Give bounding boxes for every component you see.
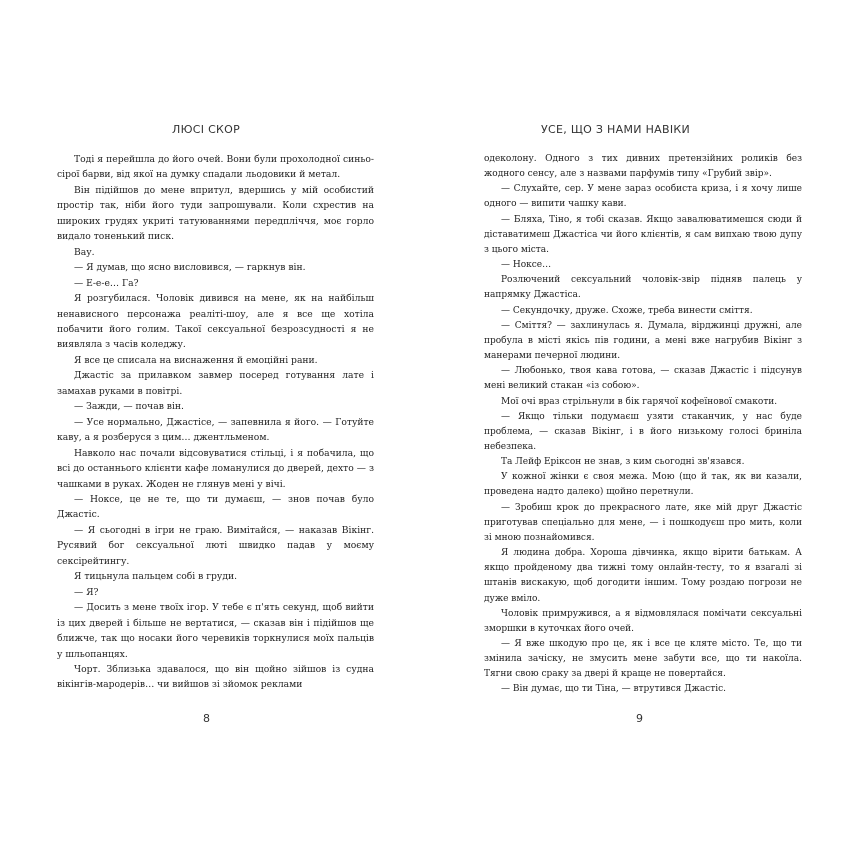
paragraph: Тоді я перейшла до його очей. Вони були прохолодної синьо-сірої барви, від якої на думку спадали льодовики й метал.: [57, 154, 374, 181]
paragraph: — Е-е-е… Га?: [74, 277, 139, 289]
paragraph: Чорт. Зблизька здавалося, що він щойно зійшов із судна вікінгів-мародерів… чи вийшов зі зйомок реклами: [57, 663, 374, 691]
paragraph: — Ноксе…: [501, 260, 552, 271]
paragraph: — Зробиш крок до прекрасного лате, яке мій друг Джастіс приготував спеціально для мене, — і пошкодуєш про мить, коли зі мною познайомився.: [484, 502, 802, 543]
paragraph: — Я думав, що ясно висловився, — гаркнув він.: [74, 262, 306, 274]
paragraph: Я все це списала на виснаження й емоційні рани.: [74, 354, 318, 366]
paragraph: — Зажди, — почав він.: [74, 401, 184, 413]
paragraph: Я тицьнула пальцем собі в груди.: [74, 571, 238, 583]
paragraph: — Ноксе, це не те, що ти думаєш, — знов почав було Джастіс.: [57, 493, 374, 521]
paragraph: Я розгубилася. Чоловік дивився на мене, як на найбільш ненависного персонажа реаліті-шоу, але я все ще хотіла побачити його голим. Такої сексуальної безрозсудності я не виявляла з часів коледжу.: [57, 293, 374, 351]
paragraph: Чоловік примружився, а я відмовлялася помічати сексуальні зморшки в куточках його очей.: [484, 608, 802, 634]
left-page-text: [57, 152, 374, 693]
paragraph: Навколо нас почали відсовуватися стільці, і я побачила, що всі до останнього клієнти кафе ломанулися до дверей, дехто — з чашками в руках. Жоден не глянув мені у вічі.: [57, 447, 374, 490]
paragraph: — Я?: [74, 586, 99, 598]
right-page-number: 9: [636, 712, 643, 725]
paragraph: — Сміття? — захлинулась я. Думала, вірджинці дружні, але пробула в місті якісь пів години, а мені вже нагрубив Вікінг з манерами печерної людини.: [484, 320, 802, 362]
paragraph: — Досить з мене твоїх ігор. У тебе є п'ять секунд, щоб вийти із цих дверей і більше не вертатися, — сказав він і підійшов ще ближче, так що носаки його черевиків торкнулися моїх пальців у шльопанцях.: [57, 602, 374, 660]
left-page-number: 8: [203, 712, 210, 725]
paragraph: — Секундочку, друже. Схоже, треба винести сміття.: [501, 305, 753, 316]
paragraph: — Слухайте, сер. У мене зараз особиста криза, і я хочу лише одного — випити чашку кави.: [484, 184, 802, 210]
left-running-head: ЛЮСІ СКОР: [172, 123, 241, 136]
paragraph: одеколону. Одного з тих дивних претензійних роликів без жодного сенсу, але з назвами парфумів типу «Грубий звір».: [484, 154, 802, 180]
paragraph: — Бляха, Тіно, я тобі сказав. Якщо завалюватимешся сюди й діставатимеш Джастіса чи його клієнтів, я сам випхаю твою дупу з цього міста.: [484, 214, 802, 255]
paragraph: Джастіс за прилавком завмер посеред готування лате і замахав руками в повітрі.: [57, 370, 374, 397]
paragraph: — Він думає, що ти Тіна, — втрутився Джастіс.: [501, 684, 726, 695]
paragraph: — Якщо тільки подумаєш узяти стаканчик, у нас буде проблема, — сказав Вікінг, і в його низькому голосі бриніла небезпека.: [484, 411, 802, 452]
paragraph: Я людина добра. Хороша дівчинка, якщо вірити батькам. А якщо пройденому два тижні тому онлайн-тесту, то я взагалі зі штанів вискакую, щоб догодити іншим. Тому роздаю погрози не дуже вміло.: [484, 548, 802, 604]
right-running-head: УСЕ, ЩО З НАМИ НАВІКИ: [541, 123, 690, 136]
paragraph: — Я сьогодні в ігри не граю. Вимітайся, — наказав Вікінг. Русявий бог сексуальної люті швидко падав у моєму сексірейтингу.: [57, 524, 374, 567]
paragraph: — Я вже шкодую про це, як і все це кляте місто. Те, що ти змінила зачіску, не змусить мене забути все, що ти накоїла. Тягни свою сраку за двері й краще не повертайся.: [484, 639, 802, 680]
paragraph: Та Лейф Еріксон не знав, з ким сьогодні зв'язався.: [501, 457, 745, 468]
paragraph: Вау.: [74, 246, 95, 258]
paragraph: — Любонько, твоя кава готова, — сказав Джастіс і підсунув мені великий стакан «із собою».: [484, 366, 802, 392]
paragraph: Розлючений сексуальний чоловік-звір підняв палець у напрямку Джастіса.: [484, 275, 802, 301]
paragraph: Мої очі враз стрільнули в бік гарячої кофеїнової смакоти.: [501, 396, 778, 407]
paragraph: — Усе нормально, Джастісе, — запевнила я його. — Готуйте каву, а я розберуся з цим… джентльменом.: [57, 416, 374, 444]
paragraph: Він підійшов до мене впритул, вдершись у мій особистий простір так, ніби його туди запрошували. Коли схрестив на широких грудях укриті татуюваннями передпліччя, моє горло видало тоненький писк.: [57, 184, 374, 243]
right-page-text: [484, 152, 802, 698]
paragraph: У кожної жінки є своя межа. Мою (що й так, як ви казали, проведена надто далеко) щойно перетнули.: [484, 472, 802, 498]
